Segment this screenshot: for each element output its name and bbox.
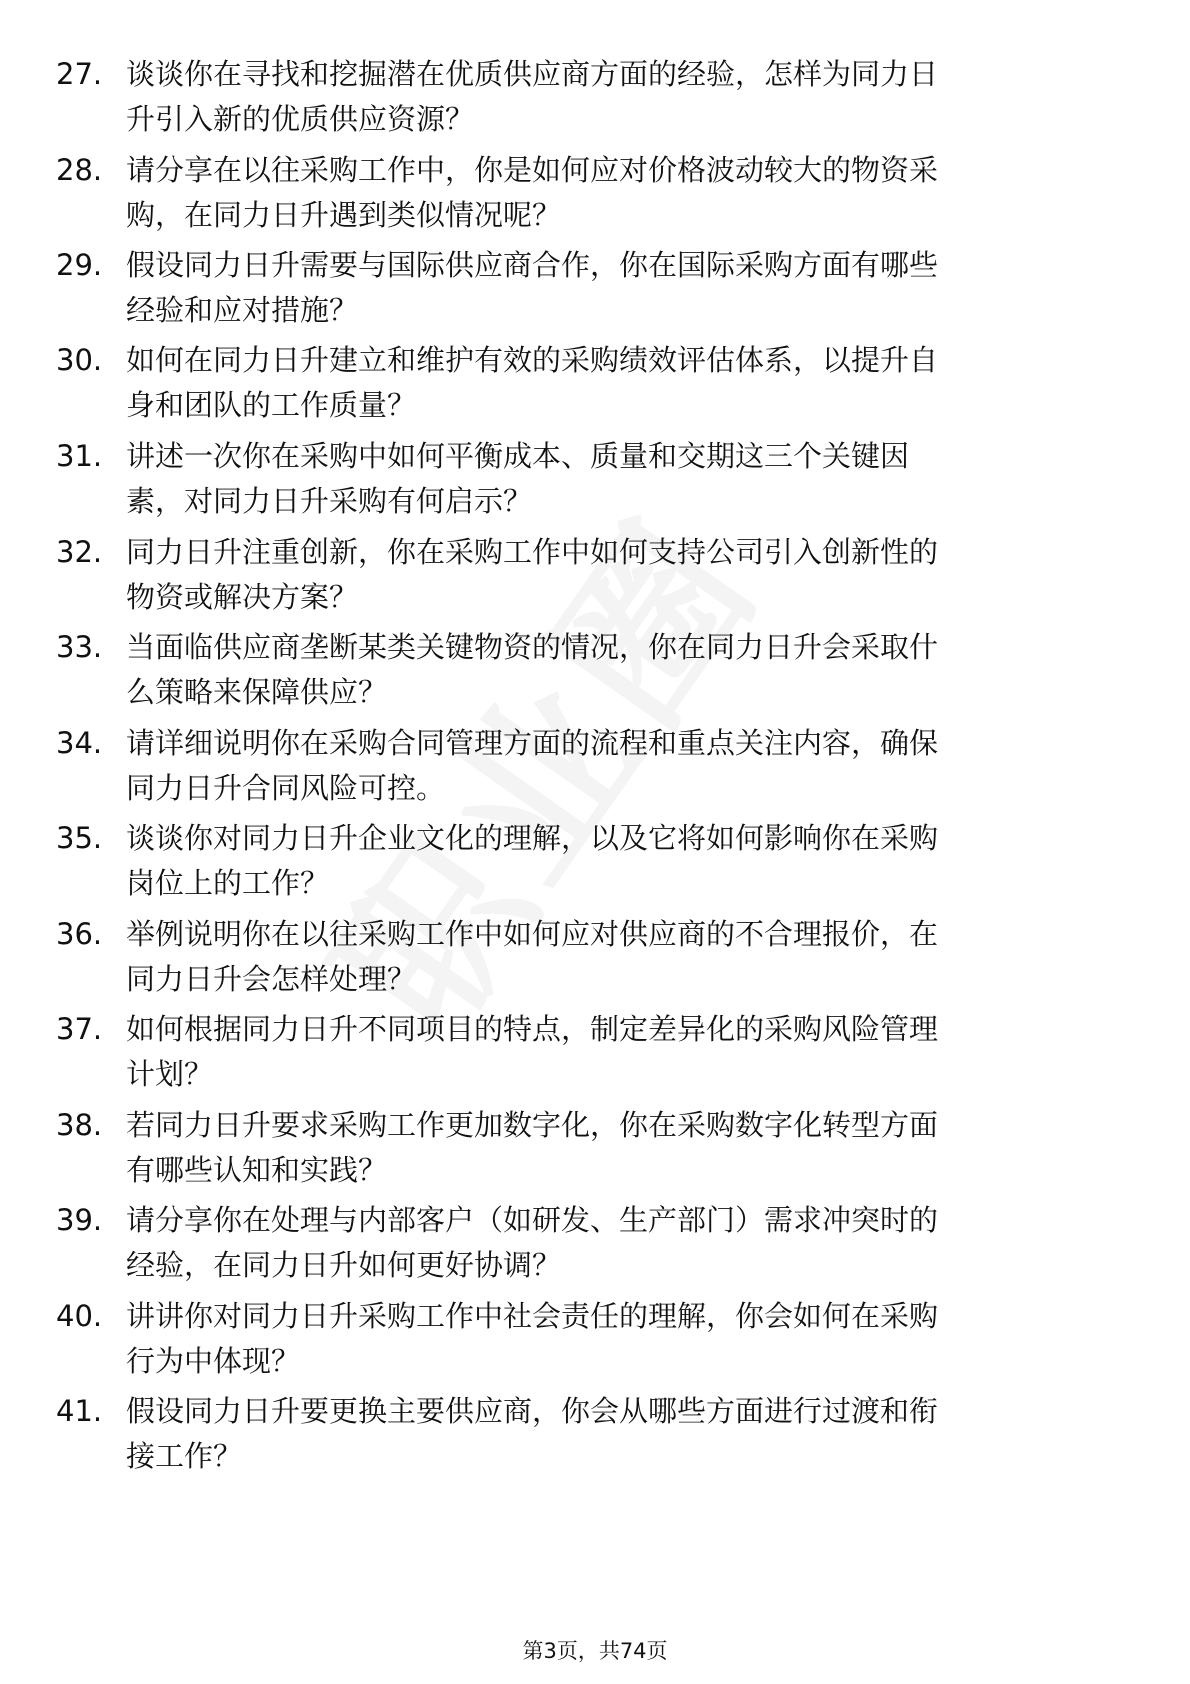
question-item <box>0 1103 1190 1207</box>
question-text-line-1: 请分享在以往采购工作中，你是如何应对价格波动较大的物资采 <box>126 153 939 187</box>
question-item <box>0 625 1190 729</box>
question-number: 36. <box>56 917 103 951</box>
question-item <box>0 338 1190 442</box>
question-item <box>0 1198 1190 1302</box>
question-text-line-1: 假设同力日升要更换主要供应商，你会从哪些方面进行过渡和衔 <box>126 1394 939 1428</box>
question-item <box>0 816 1190 920</box>
question-text-line-1: 请分享你在处理与内部客户（如研发、生产部门）需求冲突时的 <box>126 1203 939 1237</box>
question-number: 27. <box>56 57 103 91</box>
question-text-line-2: 计划？ <box>126 1057 214 1091</box>
page-footer <box>0 1636 1190 1666</box>
question-number: 29. <box>56 248 103 282</box>
question-text-line-1: 若同力日升要求采购工作更加数字化，你在采购数字化转型方面 <box>126 1108 939 1142</box>
question-text-line-2: 岗位上的工作？ <box>126 866 330 900</box>
question-item <box>0 721 1190 825</box>
page-indicator: 第3页，共74页 <box>522 1639 668 1663</box>
question-text-line-2: 素，对同力日升采购有何启示？ <box>126 484 533 518</box>
question-number: 37. <box>56 1012 103 1046</box>
question-text-line-2: 接工作？ <box>126 1439 243 1473</box>
question-item <box>0 148 1190 252</box>
question-item <box>0 1294 1190 1398</box>
question-text-line-2: 升引入新的优质供应资源？ <box>126 102 475 136</box>
question-text-line-2: 物资或解决方案？ <box>126 580 359 614</box>
question-item <box>0 912 1190 1016</box>
question-text-line-1: 讲讲你对同力日升采购工作中社会责任的理解，你会如何在采购 <box>126 1299 939 1333</box>
question-number: 30. <box>56 343 103 377</box>
question-number: 28. <box>56 153 103 187</box>
question-number: 35. <box>56 821 103 855</box>
question-number: 33. <box>56 630 103 664</box>
question-text-line-2: 经验，在同力日升如何更好协调？ <box>126 1248 562 1282</box>
question-text-line-1: 谈谈你对同力日升企业文化的理解，以及它将如何影响你在采购 <box>126 821 939 855</box>
question-text-line-2: 同力日升会怎样处理？ <box>126 962 417 996</box>
question-text-line-1: 如何在同力日升建立和维护有效的采购绩效评估体系，以提升自 <box>126 343 939 377</box>
question-text-line-2: 经验和应对措施？ <box>126 293 359 327</box>
question-text-line-1: 假设同力日升需要与国际供应商合作，你在国际采购方面有哪些 <box>126 248 939 282</box>
question-text-line-1: 当面临供应商垄断某类关键物资的情况，你在同力日升会采取什 <box>126 630 939 664</box>
question-text-line-2: 行为中体现？ <box>126 1344 301 1378</box>
question-text-line-2: 身和团队的工作质量？ <box>126 388 417 422</box>
question-text-line-1: 如何根据同力日升不同项目的特点，制定差异化的采购风险管理 <box>126 1012 939 1046</box>
question-text-line-2: 同力日升合同风险可控。 <box>126 771 446 805</box>
question-item <box>0 1007 1190 1111</box>
question-text-line-2: 么策略来保障供应？ <box>126 675 388 709</box>
question-number: 41. <box>56 1394 103 1428</box>
question-item <box>0 530 1190 634</box>
question-item <box>0 1389 1190 1493</box>
question-item <box>0 434 1190 538</box>
question-number: 32. <box>56 535 103 569</box>
question-text-line-2: 有哪些认知和实践？ <box>126 1153 388 1187</box>
question-item <box>0 243 1190 347</box>
question-item <box>0 52 1190 156</box>
question-number: 38. <box>56 1108 103 1142</box>
question-text-line-1: 讲述一次你在采购中如何平衡成本、质量和交期这三个关键因 <box>126 439 910 473</box>
question-number: 34. <box>56 726 103 760</box>
question-number: 39. <box>56 1203 103 1237</box>
question-number: 31. <box>56 439 103 473</box>
question-text-line-2: 购，在同力日升遇到类似情况呢？ <box>126 198 562 232</box>
question-text-line-1: 请详细说明你在采购合同管理方面的流程和重点关注内容，确保 <box>126 726 939 760</box>
question-number: 40. <box>56 1299 103 1333</box>
question-text-line-1: 举例说明你在以往采购工作中如何应对供应商的不合理报价，在 <box>126 917 939 951</box>
question-text-line-1: 谈谈你在寻找和挖掘潜在优质供应商方面的经验，怎样为同力日 <box>126 57 939 91</box>
question-text-line-1: 同力日升注重创新，你在采购工作中如何支持公司引入创新性的 <box>126 535 939 569</box>
